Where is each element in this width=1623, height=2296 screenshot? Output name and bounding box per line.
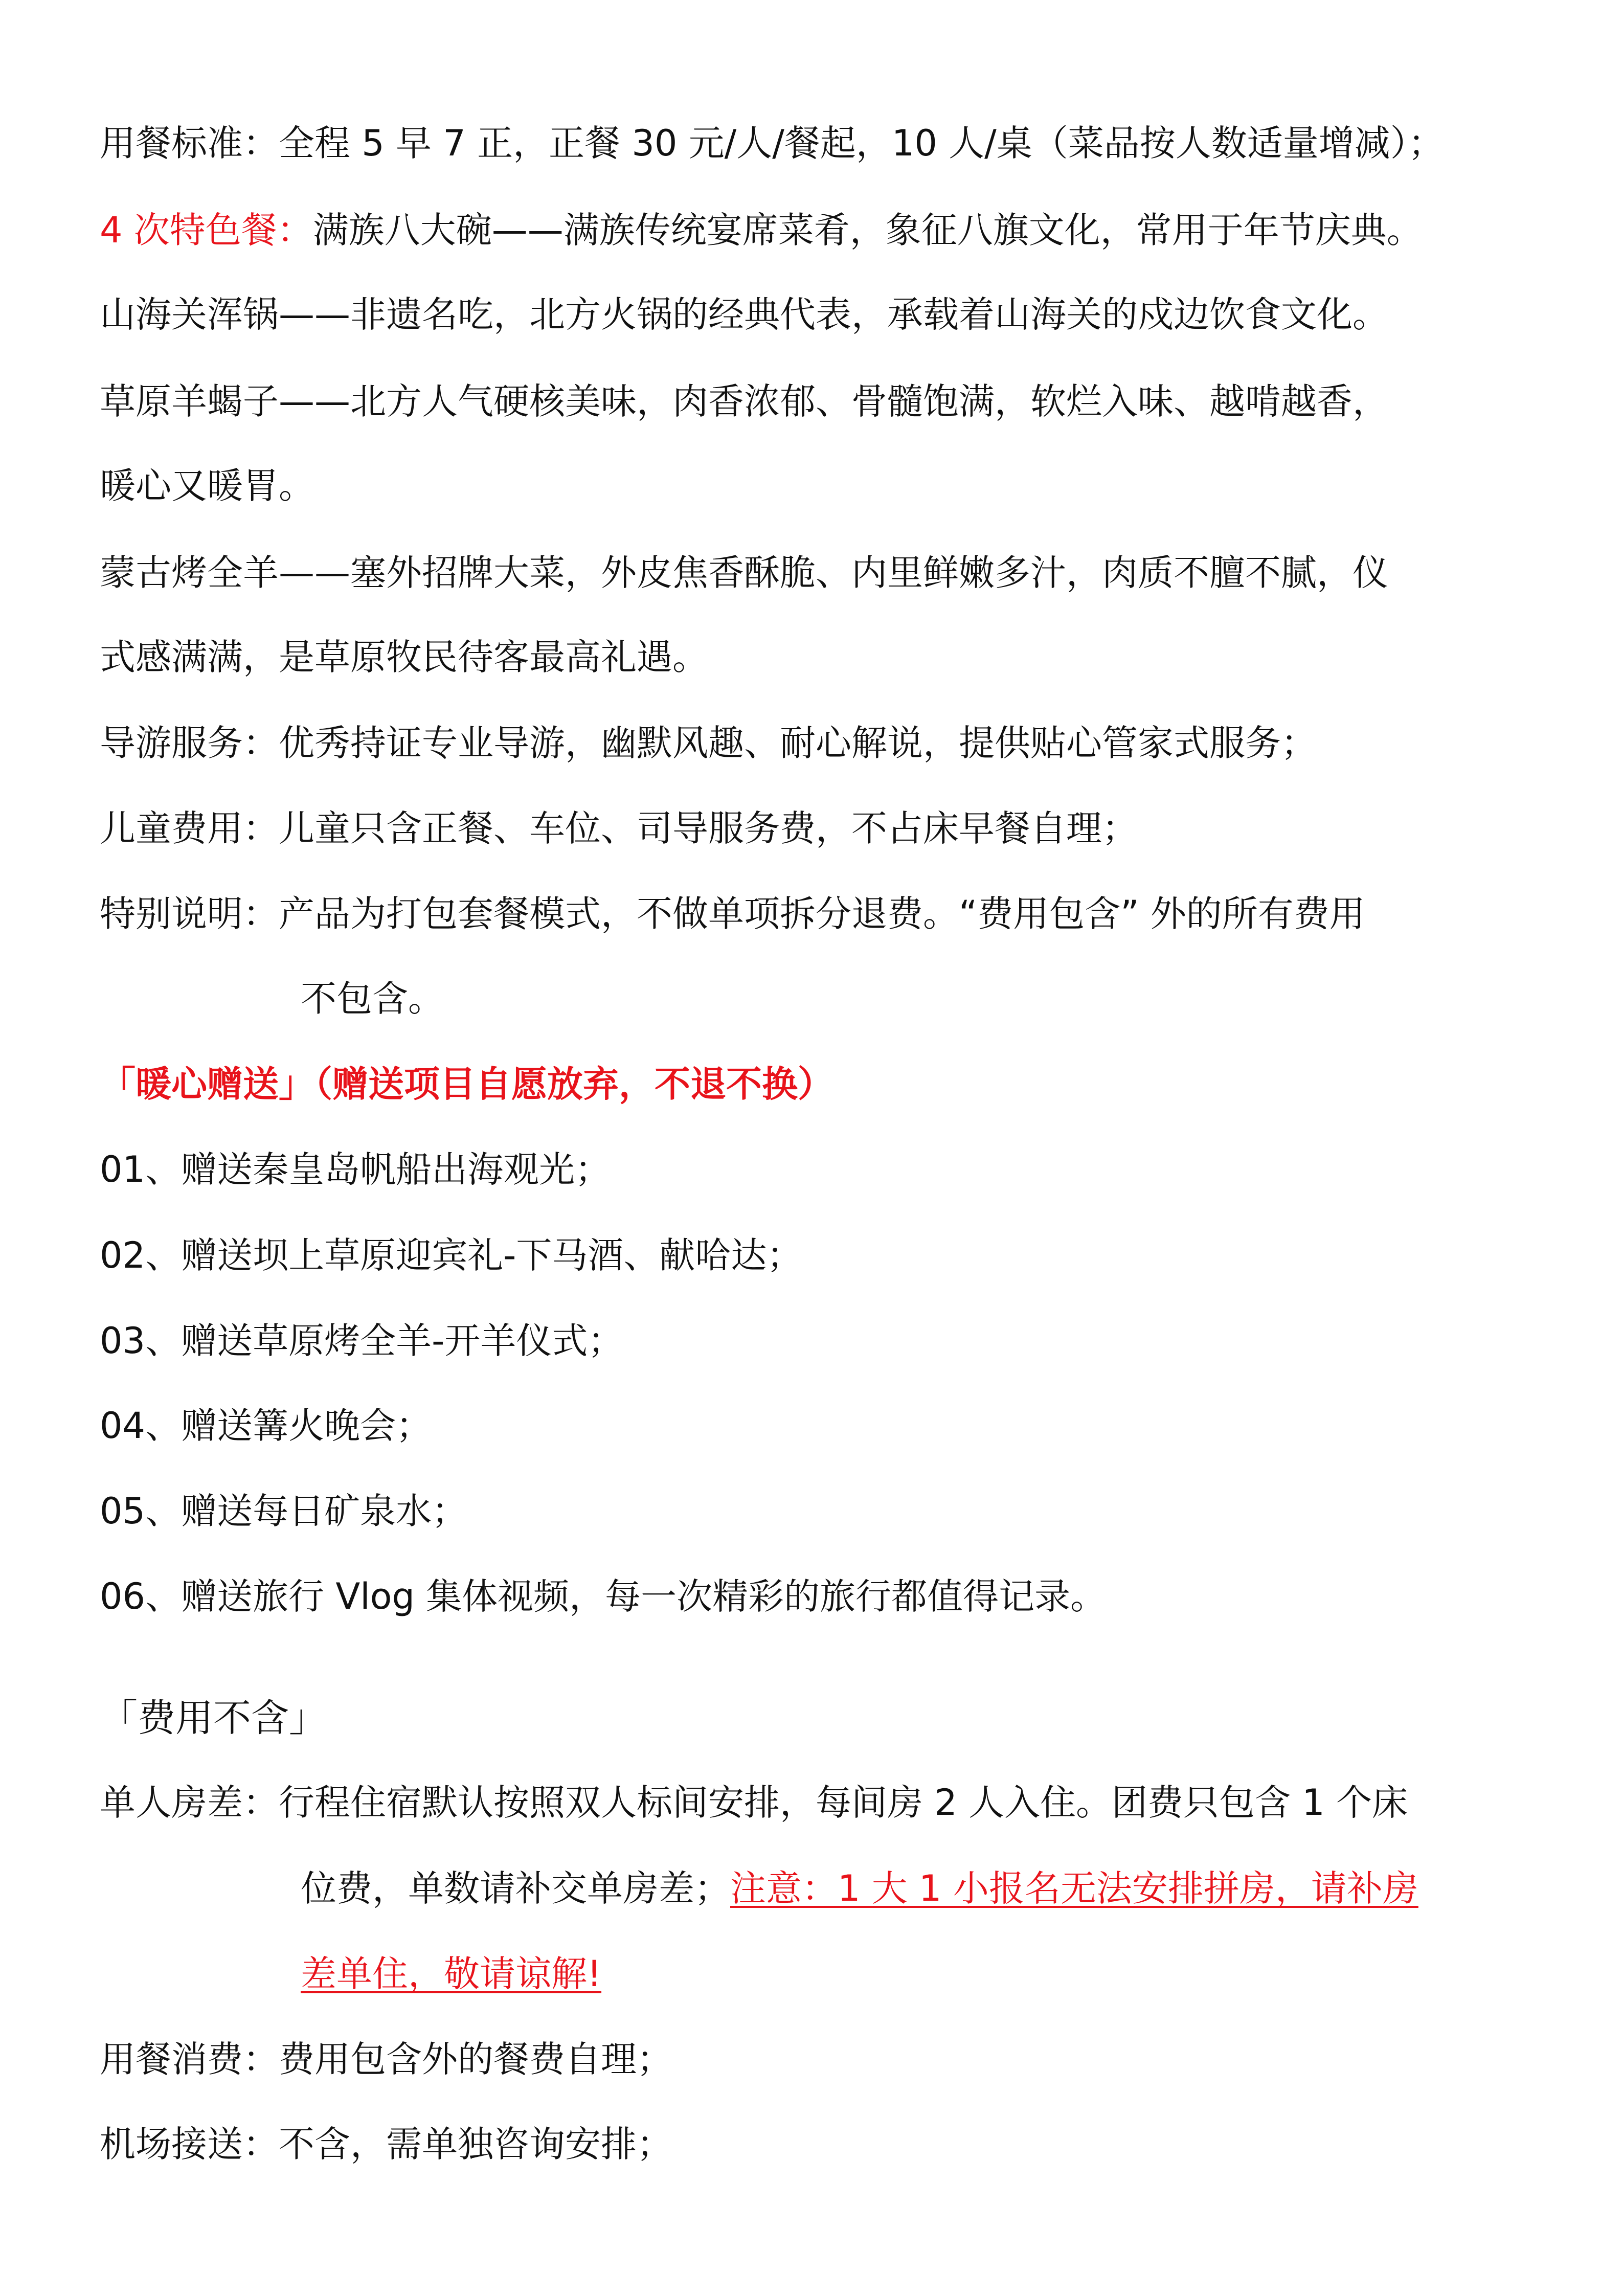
guide-service-line bbox=[100, 717, 1542, 769]
single-room-text: 位费，单数请补交单房差； bbox=[301, 1867, 730, 1909]
excluded-heading: 「费用不含」 bbox=[100, 1696, 327, 1740]
single-room-label: 单人房差： bbox=[100, 1782, 279, 1824]
gift-item: 01、赠送秦皇岛帆船出海观光； bbox=[100, 1149, 611, 1190]
single-room-continuation bbox=[301, 1863, 1543, 1914]
meal-standard-line bbox=[100, 118, 1542, 169]
special-meal-item: 式感满满，是草原牧民待客最高礼遇。 bbox=[100, 636, 708, 678]
child-fee-line bbox=[100, 803, 1542, 854]
gift-item: 03、赠送草原烤全羊-开羊仪式； bbox=[100, 1320, 624, 1362]
gift-item: 02、赠送坝上草原迎宾礼-下马酒、献哈达； bbox=[100, 1234, 803, 1276]
child-fee-label: 儿童费用： bbox=[100, 807, 279, 849]
gifts-heading: 「暖心赠送」（赠送项目自愿放弃，不退不换） bbox=[100, 1063, 833, 1105]
guide-service-text: 优秀持证专业导游，幽默风趣、耐心解说，提供贴心管家式服务； bbox=[279, 722, 1317, 764]
special-meal-item: 蒙古烤全羊——塞外招牌大菜，外皮焦香酥脆、内里鲜嫩多汁，肉质不膻不腻，仪 bbox=[100, 552, 1388, 594]
single-room-line bbox=[100, 1777, 1542, 1828]
meal-expense-line bbox=[100, 2034, 1542, 2085]
special-meal-item: 满族八大碗——满族传统宴席菜肴，象征八旗文化，常用于年节庆典。 bbox=[312, 209, 1423, 251]
meal-expense-label: 用餐消费： bbox=[100, 2038, 279, 2080]
special-note-continuation: 不包含。 bbox=[301, 978, 444, 1020]
gift-item: 06、赠送旅行 Vlog 集体视频，每一次精彩的旅行都值得记录。 bbox=[100, 1575, 1107, 1617]
single-room-text: 行程住宿默认按照双人标间安排，每间房 2 人入住。团费只包含 1 个床 bbox=[279, 1782, 1408, 1824]
special-note-label: 特别说明： bbox=[100, 893, 279, 935]
airport-transfer-line bbox=[100, 2119, 1542, 2170]
special-meal-item: 草原羊蝎子——北方人气硬核美味，肉香浓郁、骨髓饱满，软烂入味、越啃越香， bbox=[100, 380, 1388, 422]
single-room-warning: 注意：1 大 1 小报名无法安排拼房，请补房 bbox=[730, 1867, 1418, 1909]
gift-item: 04、赠送篝火晚会； bbox=[100, 1405, 432, 1447]
guide-service-label: 导游服务： bbox=[100, 722, 279, 764]
single-room-warning: 差单住，敬请谅解! bbox=[301, 1953, 602, 1995]
child-fee-text: 儿童只含正餐、车位、司导服务费，不占床早餐自理； bbox=[279, 807, 1138, 849]
special-note-line bbox=[100, 888, 1542, 939]
meal-standard-text: 全程 5 早 7 正，正餐 30 元/人/餐起，10 人/桌（菜品按人数适量增减）； bbox=[279, 122, 1444, 164]
airport-transfer-text: 不含，需单独咨询安排； bbox=[279, 2123, 672, 2165]
gift-item: 05、赠送每日矿泉水； bbox=[100, 1490, 468, 1532]
meal-expense-text: 费用包含外的餐费自理； bbox=[279, 2038, 672, 2080]
airport-transfer-label: 机场接送： bbox=[100, 2123, 279, 2165]
special-meal-item: 暖心又暖胃。 bbox=[100, 465, 314, 507]
special-meals-label: 4 次特色餐： bbox=[100, 209, 313, 251]
special-meal-item: 山海关浑锅——非遗名吃，北方火锅的经典代表，承载着山海关的戍边饮食文化。 bbox=[100, 294, 1388, 335]
meal-standard-label: 用餐标准： bbox=[100, 122, 279, 164]
single-room-warning-continuation bbox=[301, 1948, 1543, 1999]
special-meals-line bbox=[100, 205, 1542, 256]
special-note-text: 产品为打包套餐模式，不做单项拆分退费。“费用包含” 外的所有费用 bbox=[279, 893, 1365, 935]
